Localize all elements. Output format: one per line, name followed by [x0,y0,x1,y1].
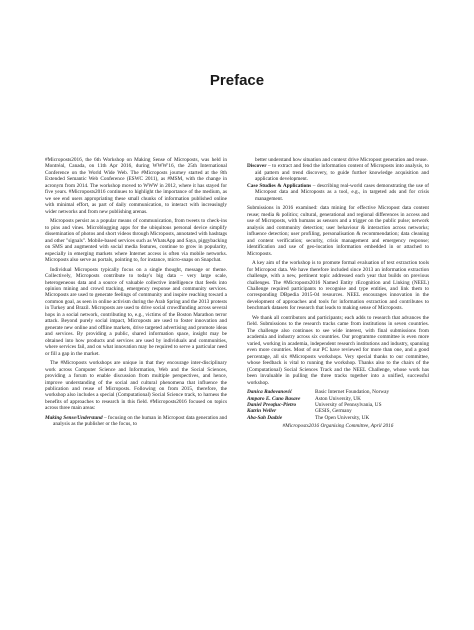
signature-affiliation: The Open University, UK [315,414,370,421]
area-text: – to extract and fend the information content of Microposts into analysis, to aid pattern and trend discovery, to guide further knowledge acquisition and application development. [255,163,429,183]
area-text: – describing real-world cases demonstrating the use of Micropost data and Microposts as a tool, e.g., in targeted ads and for crisis management. [255,182,429,202]
signature-name: Daniel Preoţiuc-Pietro [247,401,297,408]
signature-affiliation: Aston University, UK [315,395,361,402]
paragraph: A key aim of the workshop is to promote formal evaluation of text extraction tools for Micropost data. We have therefore included since 2013 an information extraction challenge, with a new, pertinent topic addressed each year that builds on previous challenges. The #Microposts2016 Named Entity rEcognition and Linking (NEEL) Challenge required participants to recognise and type entities, and link them to corresponding DBpedia 2015-04 resources. NEEL encourages innovation in the development of approaches and tools for information extraction and contributes to benchmark datasets for research that leads to making sense of Microposts. [247,260,429,312]
list-item [45,415,227,428]
signature-block [247,389,429,429]
signature-affiliation: University of Pennsylvania, US [315,401,382,408]
signature-affiliation: GESIS, Germany [315,408,352,415]
area-label: Case Studies & Applications [247,182,312,189]
paragraph: Microposts persist as a popular means of communication, from tweets to check-ins to pins and vines. Microblogging apps for the ubiquitous personal device simplify dissemination of photos and short videos through Microposts, annotated with hashtags and other "signals". Mobile-based services such as WhatsApp and Saya, piggybacking on SMS and augmented with social media features, continue to grow in popularity, especially in emerging markets where Internet access is often via mobile networks. Microposts also serve as portals, pointing to, for instance, micro-snaps on Snapchat. [45,218,227,263]
signature-name: Katrin Weller [247,408,277,415]
signature-footer: #Microposts2016 Organising Committee, April 2016 [282,423,394,430]
paragraph: The #Microposts workshops are unique in that they encourage inter-disciplinary work across Computer Science and Information, Web and the Social Sciences, providing a forum to enable discussion from multiple perspectives, and hence, improve understanding of the social and cultural phenomena that influence the publication and reuse of Microposts. Following on from 2015, therefore, the workshop also includes a special (Computational) Social Science track, to harness the benefits of approaches to research in this field. #Microposts2016 focused on topics across three main areas: [45,360,227,412]
signature-row [247,415,429,421]
paragraph: Individual Microposts typically focus on a single thought, message or theme. Collectively, Microposts contribute to today's big data – very large scale, heterogeneous data and a source of valuable collective intelligence that feeds into opinion mining and crowd tracking, emergency response and community services. Microposts are used to generate feelings of community and inspire reaching toward a common goal, as seen in online activism during the Arab Spring and the 2013 protests in Turkey and Brazil. Microposts are used to drive social crowdfunding across several hops in a social network, contributing to, e.g., victims of the Boston Marathon terror attack. Beyond purely social impact, Microposts are used to foster innovation and generate new online and offline markets, drive targeted advertising and promote ideas and services. By providing a public, shared information space, insight may be obtained into how products and services are used by individuals and communities, where services fail, and on what innovation may be required to serve a particular need or fill a gap in the market. [45,266,227,357]
signature-name: Danica Radovanović [247,389,293,396]
paragraph: Submissions in 2016 examined: data mining for effective Micropost data content reuse; media & politics; cultural, generational and regional differences in access and use of Microposts, with humans as sensors and a trigger on the public pulse; network analysis and community detection; user behaviour & interaction across networks; influence detection; user profiling, personalisation & recommendation; data cleaning and content verification; security, crisis management and emergency response; identification and use of geo-location information embedded in or attached to Microposts. [247,205,429,257]
left-column [45,157,227,428]
area-text: – focusing on the human in Micropost data generation and analysis as the publisher or the focus, to [53,414,227,428]
signature-name: Amparo E. Cano Basave [247,395,301,402]
list-item [247,183,429,202]
list-item-continued: better understand how situation and context drive Micropost generation and reuse. [255,157,428,163]
paragraph: #Microposts2016, the 6th Workshop on Making Sense of Microposts, was held in Montréal, Canada, on 11th Apr 2016, during WWW'16, the 25th International Conference on the World Wide Web. The #Microposts journey started at the 8th Extended Semantic Web Conference (ESWC 2011), as #MSM, with the change in acronym from 2014. The workshop moved to WWW in 2012, where it has stayed for five years. #Microposts2016 continues to highlight the importance of the medium, as we see end users appropriating these small chunks of information published online with minimal effort, as part of daily communication, to interact with increasingly wider networks and from new publishing arenas. [45,157,227,215]
area-label: Discover [247,163,267,170]
area-label: Making Sense/Understand [45,414,103,421]
paragraph: We thank all contributors and participants; each adds to research that advances the field. Submissions to the research tracks came from institutions in seven countries. The challenge also continues to see wide interest, with final submissions from academia and industry across six countries. Our programme committee is even more varied, working in academia, independent research institutions and industry, spanning even more countries. Most of our PC have reviewed for more than one, and a good percentage, all six #Microposts workshops. Very special thanks to our committee, whose feedback is vital to running the workshop. Thanks also to the chairs of the (Computational) Social Sciences Track and the NEEL Challenge, whose work has been invaluable in pulling the three tracks together into a unified, successful workshop. [247,314,429,386]
page-title: Preface [209,72,265,89]
list-item [247,163,429,182]
signature-name: Aba-Sah Dadzie [247,414,283,421]
signature-affiliation: Basic Internet Foundation, Norway [315,389,390,396]
right-column [247,157,429,430]
